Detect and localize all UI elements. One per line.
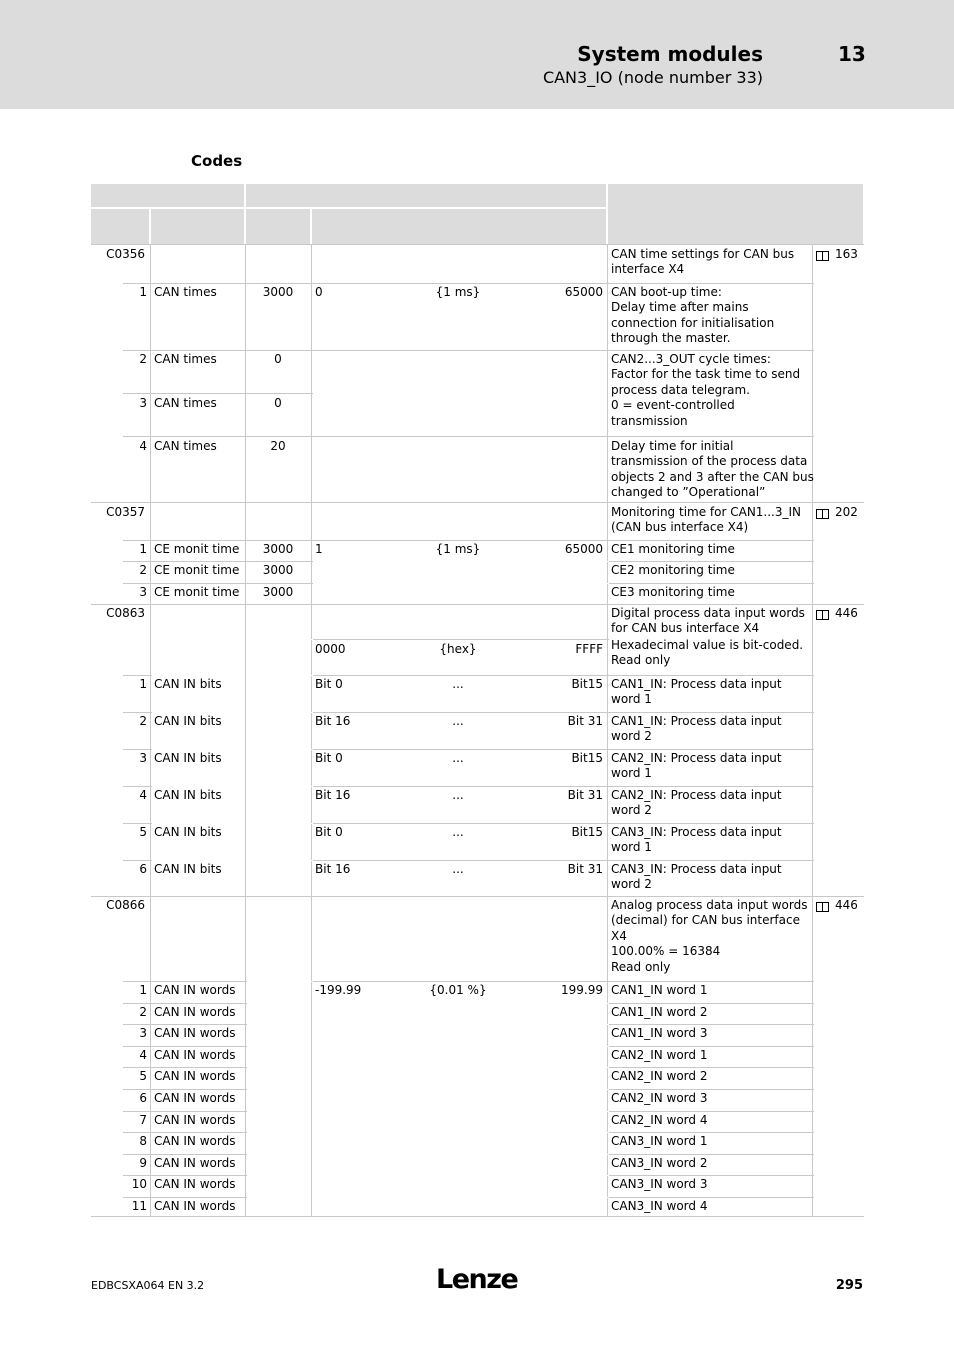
table-row-rule [121,860,154,861]
lenze-default: 0 [274,396,282,410]
table-row-rule [91,244,864,245]
selection-min: 0 [315,285,323,299]
table-row-rule [311,860,816,861]
selection-min: -199.99 [315,983,362,997]
important-text: Digital process data input words for CAN bus interface X4 [611,606,805,636]
header-cell-lenze [246,209,310,244]
table-row-rule [607,561,816,562]
important-text: CAN2_IN word 1 [611,1048,708,1062]
important-text: CAN2...3_OUT cycle times: Factor for the task time to send process data telegram. 0 = event-controlled transmission [611,352,801,428]
selection-unit: ... [452,788,464,802]
header-cell-important [608,184,863,244]
table-row-rule [121,583,315,584]
subcode-number: 3 [139,396,147,410]
table-column-rule [812,244,813,1216]
table-row-rule [91,896,864,897]
table-row-rule [607,1154,816,1155]
designation-cell: CAN times [154,352,217,366]
selection-max: Bit15 [571,825,603,839]
selection-min: Bit 16 [315,862,351,876]
subcode-number: 7 [139,1113,147,1127]
selection-min: Bit 16 [315,714,351,728]
table-row-rule [121,712,154,713]
selection-max: Bit 31 [567,714,603,728]
code-cell: C0357 [106,505,145,519]
table-row-rule [121,981,249,982]
selection-max: Bit15 [571,677,603,691]
page-number: 295 [835,1278,863,1293]
designation-cell: CAN IN words [154,1069,236,1083]
header-cell-possible-settings [246,184,606,207]
important-text: CAN1_IN word 3 [611,1026,708,1040]
selection-unit: ... [452,677,464,691]
table-row-rule [121,350,816,351]
chapter-number: 13 [838,42,866,66]
important-text: CAN3_IN: Process data input word 1 [611,825,782,855]
designation-cell: CAN IN words [154,1026,236,1040]
table-row-rule [311,981,816,982]
important-text: CAN3_IN word 1 [611,1134,708,1148]
important-text: Monitoring time for CAN1...3_IN (CAN bus interface X4) [611,505,802,535]
important-text: CAN1_IN: Process data input word 2 [611,714,782,744]
table-row-rule [121,1089,249,1090]
table-row-rule [91,1216,864,1217]
table-column-rule [150,244,151,1216]
table-row-rule [91,502,864,503]
table-column-rule [607,244,608,1216]
important-text: CAN2_IN word 4 [611,1113,708,1127]
selection-max: Bit 31 [567,862,603,876]
important-text: CAN2_IN: Process data input word 2 [611,788,782,818]
page-header-band [0,0,954,109]
table-row-rule [607,1067,816,1068]
subcode-number: 1 [139,677,147,691]
important-text: Hexadecimal value is bit-coded. Read only [611,638,804,668]
designation-cell: CAN IN words [154,1199,236,1213]
table-row-rule [121,1046,249,1047]
selection-max: 65000 [564,542,603,556]
table-row-rule [607,583,816,584]
subcode-number: 3 [139,751,147,765]
table-row-rule [121,1197,249,1198]
table-row-rule [607,1024,816,1025]
table-row-rule [607,1046,816,1047]
subcode-number: 2 [139,563,147,577]
important-text: Delay time for initial transmission of the process data objects 2 and 3 after the CAN bus changed to ”Operational” [611,439,814,500]
selection-unit: {0.01 %} [429,983,487,997]
table-row-rule [121,675,154,676]
page-reference: 446 [835,606,858,620]
table-row-rule [121,1111,249,1112]
table-row-rule [607,1003,816,1004]
table-row-rule [607,1197,816,1198]
important-text: CAN3_IN word 2 [611,1156,708,1170]
selection-unit: {1 ms} [435,542,481,556]
designation-cell: CAN IN words [154,1005,236,1019]
subcode-number: 8 [139,1134,147,1148]
table-row-rule [121,823,154,824]
designation-cell: CAN IN words [154,983,236,997]
subcode-number: 3 [139,585,147,599]
page-reference: 446 [835,898,858,912]
table-row-rule [121,1067,249,1068]
selection-unit: ... [452,714,464,728]
important-text: CAN time settings for CAN bus interface X4 [611,247,795,277]
important-text: CAN2_IN word 3 [611,1091,708,1105]
table-row-rule [311,823,816,824]
book-icon [816,902,829,911]
designation-cell: CAN IN bits [154,788,222,802]
important-text: CAN1_IN: Process data input word 1 [611,677,782,707]
table-column-rule [245,244,246,1216]
selection-min: Bit 16 [315,788,351,802]
table-row-rule [91,604,864,605]
table-row-rule [311,749,816,750]
table-row-rule [121,1154,249,1155]
selection-min: 1 [315,542,323,556]
subcode-number: 5 [139,825,147,839]
designation-cell: CAN times [154,439,217,453]
table-row-rule [121,1003,249,1004]
table-row-rule [121,283,816,284]
book-icon [816,610,829,619]
table-row-rule [607,1175,816,1176]
header-cell-code [91,184,244,207]
subcode-number: 3 [139,1026,147,1040]
important-text: CAN2_IN word 2 [611,1069,708,1083]
selection-unit: ... [452,862,464,876]
selection-max: 199.99 [561,983,603,997]
code-cell: C0866 [106,898,145,912]
header-cell-no [91,209,149,244]
designation-cell: CAN IN words [154,1091,236,1105]
table-row-rule [311,712,816,713]
table-row-rule [121,1132,249,1133]
lenze-logo: Lenze [436,1264,518,1295]
table-row-rule [607,1132,816,1133]
table-row-rule [311,639,611,640]
lenze-default: 0 [274,352,282,366]
selection-unit: ... [452,751,464,765]
subcode-number: 4 [139,1048,147,1062]
page-subtitle: CAN3_IO (node number 33) [542,68,763,87]
lenze-default: 3000 [262,563,294,577]
important-text: CE3 monitoring time [611,585,735,599]
header-cell-selection [312,209,606,244]
important-text: Analog process data input words (decimal) for CAN bus interface X4 100.00% = 16384 Read only [611,898,808,974]
selection-max: Bit 31 [567,788,603,802]
important-text: CAN3_IN word 3 [611,1177,708,1191]
table-row-rule [607,1089,816,1090]
subcode-number: 4 [139,788,147,802]
designation-cell: CE monit time [154,542,240,556]
table-row-rule [121,1024,249,1025]
selection-max: FFFF [575,642,603,656]
designation-cell: CAN times [154,285,217,299]
lenze-default: 3000 [262,542,294,556]
designation-cell: CAN IN words [154,1156,236,1170]
subcode-number: 1 [139,983,147,997]
designation-cell: CE monit time [154,563,240,577]
designation-cell: CAN IN words [154,1177,236,1191]
code-cell: C0863 [106,606,145,620]
section-title: Codes [191,152,243,170]
table-column-rule [311,244,312,1216]
important-text: CAN boot-up time: Delay time after mains connection for initialisation through the master. [611,285,775,346]
subcode-number: 5 [139,1069,147,1083]
page-reference: 163 [835,247,858,261]
table-row-rule [311,786,816,787]
selection-min: Bit 0 [315,677,343,691]
important-text: CAN3_IN: Process data input word 2 [611,862,782,892]
designation-cell: CAN IN words [154,1113,236,1127]
lenze-default: 20 [270,439,286,453]
book-icon [816,509,829,518]
important-text: CAN2_IN: Process data input word 1 [611,751,782,781]
subcode-number: 4 [139,439,147,453]
table-row-rule [121,749,154,750]
selection-max: 65000 [564,285,603,299]
table-row-rule [121,561,315,562]
subcode-number: 11 [131,1199,147,1213]
designation-cell: CAN IN bits [154,862,222,876]
header-cell-designation [151,209,244,244]
important-text: CE2 monitoring time [611,563,735,577]
selection-unit: ... [452,825,464,839]
table-row-rule [121,540,816,541]
designation-cell: CAN IN bits [154,677,222,691]
important-text: CAN3_IN word 4 [611,1199,708,1213]
subcode-number: 2 [139,1005,147,1019]
subcode-number: 1 [139,542,147,556]
designation-cell: CAN IN bits [154,825,222,839]
table-row-rule [121,436,816,437]
designation-cell: CAN IN words [154,1048,236,1062]
important-text: CAN1_IN word 1 [611,983,708,997]
table-row-rule [121,1175,249,1176]
designation-cell: CAN IN bits [154,751,222,765]
subcode-number: 2 [139,352,147,366]
book-icon [816,251,829,260]
selection-min: 0000 [315,642,346,656]
table-row-rule [121,786,154,787]
designation-cell: CAN times [154,396,217,410]
subcode-number: 6 [139,1091,147,1105]
subcode-number: 9 [139,1156,147,1170]
table-row-rule [607,1111,816,1112]
designation-cell: CE monit time [154,585,240,599]
selection-max: Bit15 [571,751,603,765]
page-reference: 202 [835,505,858,519]
selection-min: Bit 0 [315,825,343,839]
table-row-rule [311,675,816,676]
table-row-rule [121,393,315,394]
selection-min: Bit 0 [315,751,343,765]
document-id: EDBCSXA064 EN 3.2 [91,1279,205,1292]
subcode-number: 6 [139,862,147,876]
subcode-number: 1 [139,285,147,299]
designation-cell: CAN IN bits [154,714,222,728]
selection-unit: {1 ms} [435,285,481,299]
lenze-default: 3000 [262,585,294,599]
important-text: CE1 monitoring time [611,542,735,556]
subcode-number: 10 [131,1177,147,1191]
selection-unit: {hex} [439,642,477,656]
important-text: CAN1_IN word 2 [611,1005,708,1019]
subcode-number: 2 [139,714,147,728]
page-title: System modules [577,42,763,66]
designation-cell: CAN IN words [154,1134,236,1148]
code-cell: C0356 [106,247,145,261]
lenze-default: 3000 [262,285,294,299]
